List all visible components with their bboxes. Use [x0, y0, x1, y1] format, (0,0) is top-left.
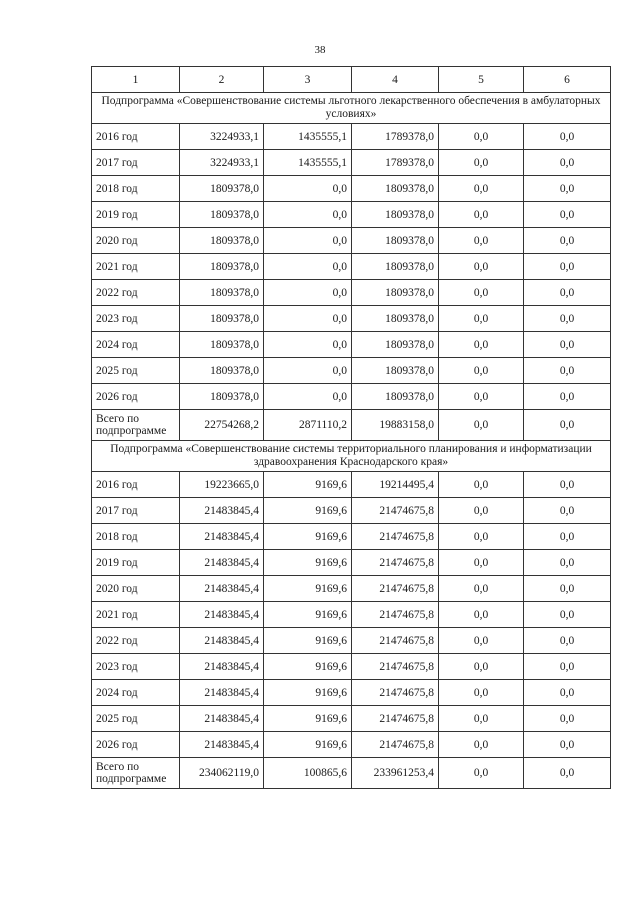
amount-cell: 0,0 [524, 550, 611, 576]
amount-cell: 0,0 [439, 472, 524, 498]
amount-cell: 0,0 [264, 280, 352, 306]
table-row [92, 150, 611, 176]
amount-cell: 0,0 [524, 228, 611, 254]
total-amount-cell: 19883158,0 [352, 410, 439, 441]
amount-cell: 1789378,0 [352, 124, 439, 150]
total-amount-cell: 0,0 [524, 410, 611, 441]
year-cell: 2026 год [92, 732, 180, 758]
amount-cell: 0,0 [264, 202, 352, 228]
amount-cell: 0,0 [439, 498, 524, 524]
amount-cell: 0,0 [439, 550, 524, 576]
table-row [92, 498, 611, 524]
amount-cell: 21474675,8 [352, 576, 439, 602]
amount-cell: 0,0 [524, 524, 611, 550]
total-amount-cell: 100865,6 [264, 758, 352, 789]
column-number: 2 [180, 67, 264, 93]
year-cell: 2022 год [92, 628, 180, 654]
amount-cell: 21474675,8 [352, 706, 439, 732]
amount-cell: 0,0 [439, 358, 524, 384]
amount-cell: 0,0 [439, 680, 524, 706]
year-cell: 2025 год [92, 706, 180, 732]
amount-cell: 9169,6 [264, 706, 352, 732]
budget-table-body [92, 67, 611, 789]
amount-cell: 1789378,0 [352, 150, 439, 176]
amount-cell: 0,0 [439, 332, 524, 358]
amount-cell: 0,0 [524, 654, 611, 680]
amount-cell: 0,0 [439, 576, 524, 602]
year-cell: 2024 год [92, 332, 180, 358]
amount-cell: 1809378,0 [180, 176, 264, 202]
amount-cell: 1809378,0 [180, 384, 264, 410]
year-cell: 2023 год [92, 306, 180, 332]
amount-cell: 0,0 [439, 602, 524, 628]
amount-cell: 0,0 [524, 472, 611, 498]
amount-cell: 1809378,0 [352, 384, 439, 410]
total-amount-cell: 22754268,2 [180, 410, 264, 441]
amount-cell: 9169,6 [264, 498, 352, 524]
column-number: 1 [92, 67, 180, 93]
amount-cell: 1809378,0 [180, 306, 264, 332]
amount-cell: 1809378,0 [180, 358, 264, 384]
amount-cell: 1809378,0 [180, 254, 264, 280]
amount-cell: 0,0 [524, 358, 611, 384]
amount-cell: 0,0 [524, 254, 611, 280]
table-row [92, 732, 611, 758]
amount-cell: 0,0 [439, 228, 524, 254]
budget-table [91, 66, 611, 789]
year-cell: 2019 год [92, 550, 180, 576]
total-amount-cell: 0,0 [439, 410, 524, 441]
amount-cell: 21483845,4 [180, 550, 264, 576]
amount-cell: 21474675,8 [352, 550, 439, 576]
amount-cell: 9169,6 [264, 524, 352, 550]
table-row [92, 124, 611, 150]
table-row [92, 602, 611, 628]
amount-cell: 0,0 [524, 280, 611, 306]
amount-cell: 3224933,1 [180, 124, 264, 150]
table-row [92, 254, 611, 280]
amount-cell: 0,0 [524, 202, 611, 228]
year-cell: 2018 год [92, 176, 180, 202]
total-amount-cell: 0,0 [524, 758, 611, 789]
year-cell: 2021 год [92, 254, 180, 280]
table-row [92, 524, 611, 550]
amount-cell: 1809378,0 [352, 306, 439, 332]
amount-cell: 21483845,4 [180, 628, 264, 654]
amount-cell: 0,0 [439, 202, 524, 228]
amount-cell: 21483845,4 [180, 498, 264, 524]
amount-cell: 21483845,4 [180, 732, 264, 758]
amount-cell: 0,0 [264, 332, 352, 358]
amount-cell: 1435555,1 [264, 150, 352, 176]
amount-cell: 0,0 [439, 706, 524, 732]
subprogram-title: Подпрограмма «Совершенствование системы льготного лекарственного обеспечения в амбулаторных условиях» [92, 93, 611, 124]
amount-cell: 0,0 [524, 124, 611, 150]
table-row [92, 176, 611, 202]
amount-cell: 0,0 [524, 150, 611, 176]
amount-cell: 0,0 [439, 150, 524, 176]
year-cell: 2020 год [92, 576, 180, 602]
amount-cell: 1809378,0 [352, 358, 439, 384]
amount-cell: 21474675,8 [352, 732, 439, 758]
table-row [92, 550, 611, 576]
year-cell: 2016 год [92, 472, 180, 498]
amount-cell: 0,0 [439, 176, 524, 202]
total-amount-cell: 0,0 [439, 758, 524, 789]
amount-cell: 0,0 [264, 358, 352, 384]
table-row [92, 706, 611, 732]
total-amount-cell: 234062119,0 [180, 758, 264, 789]
column-number: 3 [264, 67, 352, 93]
amount-cell: 0,0 [439, 254, 524, 280]
amount-cell: 1809378,0 [352, 176, 439, 202]
amount-cell: 9169,6 [264, 472, 352, 498]
amount-cell: 0,0 [439, 124, 524, 150]
amount-cell: 0,0 [264, 254, 352, 280]
subprogram-title: Подпрограмма «Совершенствование системы территориального планирования и информатизации здравоохранения Краснодарского края» [92, 441, 611, 472]
year-cell: 2023 год [92, 654, 180, 680]
amount-cell: 1809378,0 [180, 202, 264, 228]
year-cell: 2016 год [92, 124, 180, 150]
amount-cell: 0,0 [524, 306, 611, 332]
amount-cell: 0,0 [264, 176, 352, 202]
amount-cell: 0,0 [439, 384, 524, 410]
year-cell: 2017 год [92, 150, 180, 176]
amount-cell: 21483845,4 [180, 654, 264, 680]
table-row [92, 384, 611, 410]
amount-cell: 0,0 [439, 654, 524, 680]
amount-cell: 0,0 [524, 628, 611, 654]
amount-cell: 21483845,4 [180, 706, 264, 732]
table-row [92, 680, 611, 706]
column-number: 4 [352, 67, 439, 93]
column-number: 6 [524, 67, 611, 93]
amount-cell: 0,0 [524, 680, 611, 706]
amount-cell: 0,0 [524, 576, 611, 602]
amount-cell: 0,0 [524, 498, 611, 524]
amount-cell: 9169,6 [264, 576, 352, 602]
table-row [92, 576, 611, 602]
amount-cell: 21483845,4 [180, 524, 264, 550]
amount-cell: 0,0 [264, 228, 352, 254]
amount-cell: 0,0 [524, 176, 611, 202]
amount-cell: 21483845,4 [180, 576, 264, 602]
page-number: 38 [314, 44, 326, 56]
amount-cell: 1809378,0 [180, 228, 264, 254]
amount-cell: 0,0 [524, 706, 611, 732]
amount-cell: 0,0 [439, 306, 524, 332]
table-row [92, 202, 611, 228]
year-cell: 2026 год [92, 384, 180, 410]
amount-cell: 9169,6 [264, 654, 352, 680]
amount-cell: 0,0 [264, 306, 352, 332]
year-cell: 2021 год [92, 602, 180, 628]
subprogram-header-row [92, 93, 611, 124]
table-row [92, 228, 611, 254]
year-cell: 2018 год [92, 524, 180, 550]
total-label: Всего по подпрограмме [92, 758, 180, 789]
amount-cell: 1809378,0 [180, 332, 264, 358]
amount-cell: 3224933,1 [180, 150, 264, 176]
amount-cell: 21474675,8 [352, 602, 439, 628]
amount-cell: 0,0 [524, 332, 611, 358]
amount-cell: 1809378,0 [352, 280, 439, 306]
table-row [92, 472, 611, 498]
amount-cell: 9169,6 [264, 628, 352, 654]
total-row [92, 758, 611, 789]
amount-cell: 21483845,4 [180, 602, 264, 628]
year-cell: 2017 год [92, 498, 180, 524]
amount-cell: 1809378,0 [352, 202, 439, 228]
column-number-row [92, 67, 611, 93]
total-amount-cell: 2871110,2 [264, 410, 352, 441]
year-cell: 2022 год [92, 280, 180, 306]
amount-cell: 9169,6 [264, 680, 352, 706]
table-row [92, 332, 611, 358]
subprogram-header-row [92, 441, 611, 472]
table-row [92, 358, 611, 384]
total-row [92, 410, 611, 441]
amount-cell: 21474675,8 [352, 680, 439, 706]
table-row [92, 654, 611, 680]
amount-cell: 21474675,8 [352, 628, 439, 654]
year-cell: 2024 год [92, 680, 180, 706]
amount-cell: 9169,6 [264, 602, 352, 628]
amount-cell: 9169,6 [264, 550, 352, 576]
amount-cell: 0,0 [439, 732, 524, 758]
amount-cell: 21474675,8 [352, 524, 439, 550]
amount-cell: 0,0 [524, 602, 611, 628]
total-label: Всего по подпрограмме [92, 410, 180, 441]
amount-cell: 0,0 [439, 524, 524, 550]
year-cell: 2025 год [92, 358, 180, 384]
column-number: 5 [439, 67, 524, 93]
amount-cell: 9169,6 [264, 732, 352, 758]
amount-cell: 1809378,0 [352, 254, 439, 280]
amount-cell: 21483845,4 [180, 680, 264, 706]
amount-cell: 0,0 [524, 384, 611, 410]
amount-cell: 0,0 [524, 732, 611, 758]
year-cell: 2019 год [92, 202, 180, 228]
amount-cell: 1809378,0 [352, 228, 439, 254]
amount-cell: 19214495,4 [352, 472, 439, 498]
amount-cell: 1809378,0 [180, 280, 264, 306]
table-row [92, 280, 611, 306]
total-amount-cell: 233961253,4 [352, 758, 439, 789]
amount-cell: 0,0 [264, 384, 352, 410]
amount-cell: 21474675,8 [352, 654, 439, 680]
amount-cell: 21474675,8 [352, 498, 439, 524]
table-row [92, 628, 611, 654]
table-row [92, 306, 611, 332]
amount-cell: 0,0 [439, 280, 524, 306]
amount-cell: 19223665,0 [180, 472, 264, 498]
amount-cell: 0,0 [439, 628, 524, 654]
amount-cell: 1435555,1 [264, 124, 352, 150]
amount-cell: 1809378,0 [352, 332, 439, 358]
year-cell: 2020 год [92, 228, 180, 254]
